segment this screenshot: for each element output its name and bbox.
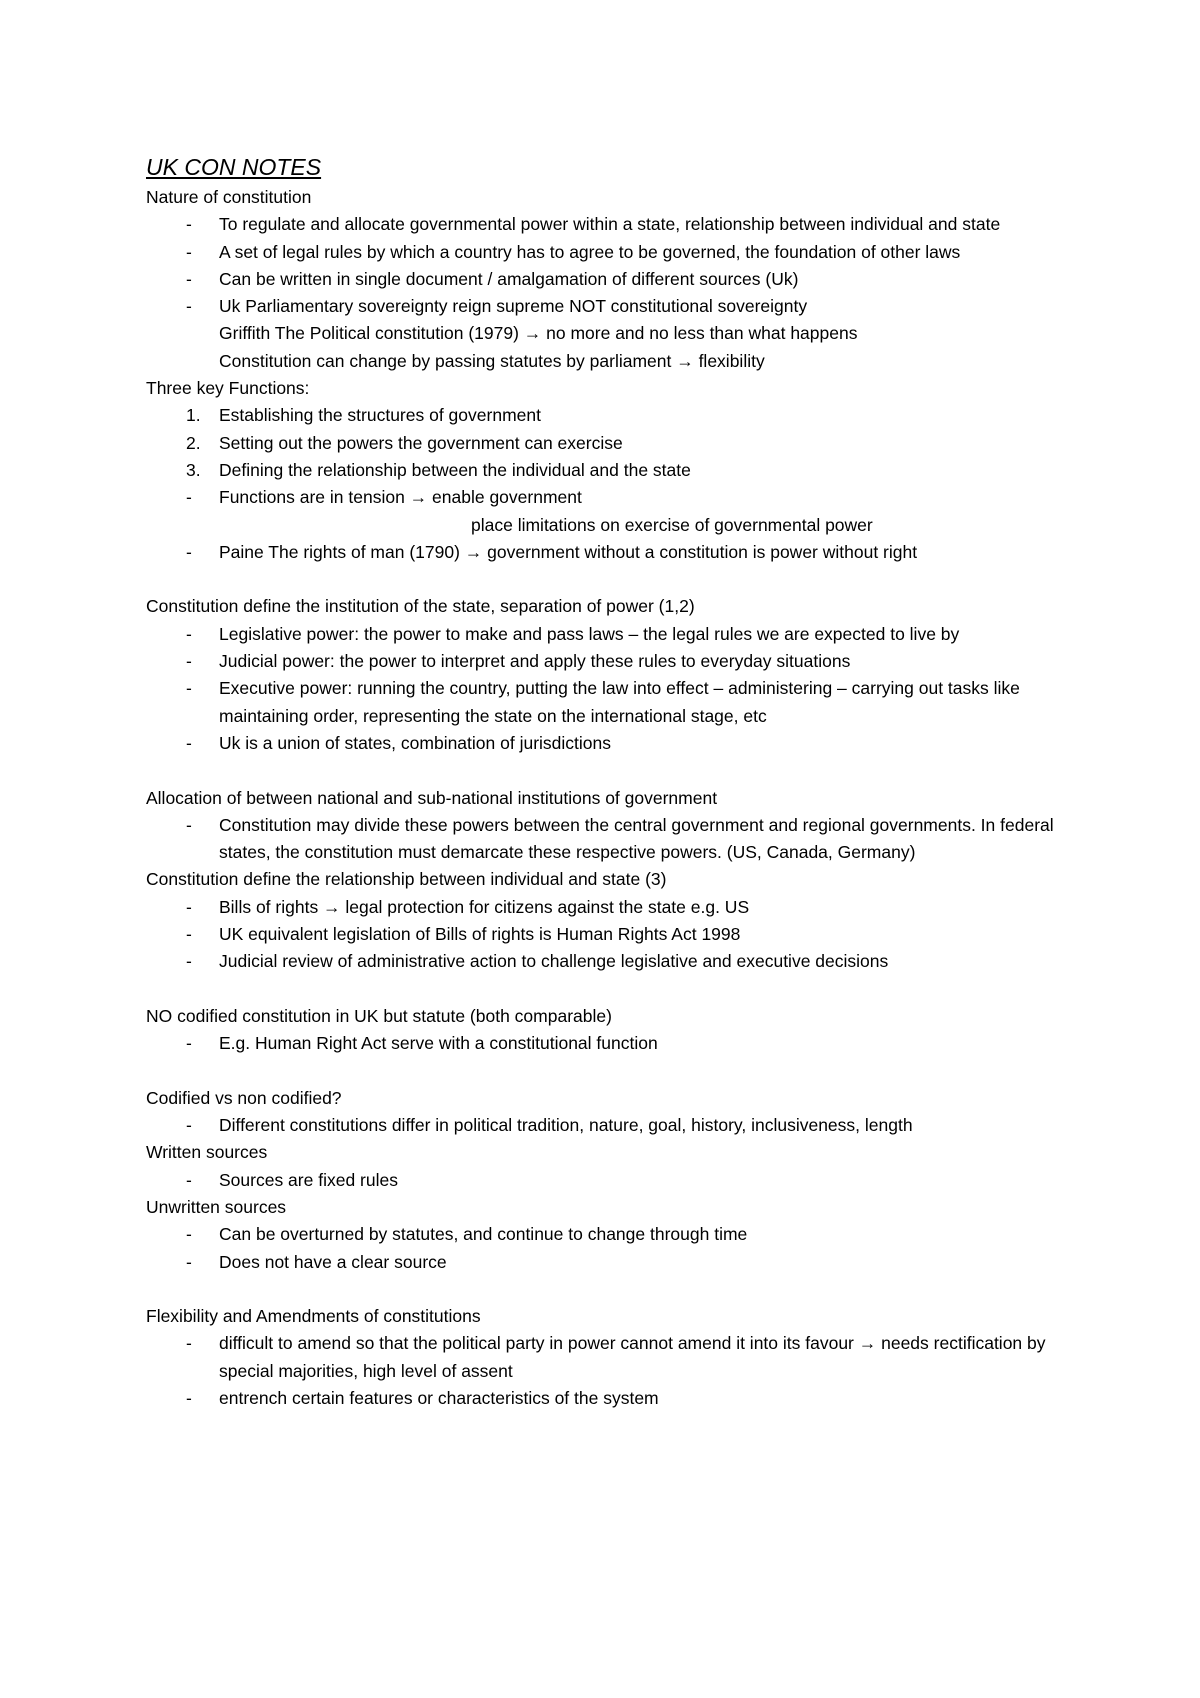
bullet-item <box>146 648 1076 675</box>
bullet-item <box>146 1167 1076 1194</box>
dash-marker: - <box>186 1333 192 1354</box>
bullet-text: Legislative power: the power to make and pass laws – the legal rules we are expected to live by <box>219 623 960 644</box>
bullet-item <box>146 211 1076 238</box>
bullet-text: Functions are in tension → enable government <box>219 487 582 508</box>
bullet-item <box>146 266 1076 293</box>
bullet-item <box>146 812 1076 867</box>
bullet-text: Can be written in single document / amalgamation of different sources (Uk) <box>219 268 799 289</box>
dash-marker: - <box>186 487 192 508</box>
bullet-text: Uk Parliamentary sovereignty reign supreme NOT constitutional sovereignty <box>219 296 808 317</box>
bullet-text: Judicial power: the power to interpret and apply these rules to everyday situations <box>219 651 851 672</box>
bullet-text: difficult to amend so that the political party in power cannot amend it into its favour → needs rectification by special majorities, high level of assent <box>219 1333 1046 1381</box>
bullet-item <box>146 948 1076 975</box>
dash-marker: - <box>186 651 192 672</box>
dash-marker: - <box>186 541 192 562</box>
dash-marker: - <box>186 241 192 262</box>
bullet-text: Bills of rights → legal protection for citizens against the state e.g. US <box>219 896 750 917</box>
dash-marker: - <box>186 896 192 917</box>
dash-marker: - <box>186 268 192 289</box>
section-heading-flexibility: Flexibility and Amendments of constitutions <box>146 1306 481 1327</box>
spacer <box>146 566 1076 593</box>
bullet-text: Executive power: running the country, putting the law into effect – administering – carrying out tasks like maintaining order, representing the state on the international stage, etc <box>219 678 1020 726</box>
dash-marker: - <box>186 678 192 699</box>
dash-marker: - <box>186 1033 192 1054</box>
bullet-item <box>146 239 1076 266</box>
bullet-text: entrench certain features or characteristics of the system <box>219 1388 659 1409</box>
dash-marker: - <box>186 296 192 317</box>
continuation-line: Constitution can change by passing statutes by parliament → flexibility <box>219 350 765 371</box>
dash-marker: - <box>186 1251 192 1272</box>
number-marker: 2. <box>186 432 201 453</box>
bullet-text: Can be overturned by statutes, and continue to change through time <box>219 1224 748 1245</box>
document-title: UK CON NOTES <box>146 154 322 180</box>
bullet-text: Uk is a union of states, combination of jurisdictions <box>219 732 611 753</box>
section-heading-codified: NO codified constitution in UK but statute (both comparable) <box>146 1005 612 1026</box>
section-heading-functions: Three key Functions: <box>146 378 310 399</box>
section-heading-written: Written sources <box>146 1142 268 1163</box>
bullet-item <box>146 730 1076 757</box>
spacer <box>146 976 1076 1003</box>
dash-marker: - <box>186 214 192 235</box>
dash-marker: - <box>186 623 192 644</box>
section-heading-institutions: Constitution define the institution of the state, separation of power (1,2) <box>146 596 695 617</box>
section-heading-relationship: Constitution define the relationship between individual and state (3) <box>146 869 667 890</box>
number-marker: 3. <box>186 459 201 480</box>
bullet-text: Paine The rights of man (1790) → government without a constitution is power without right <box>219 541 918 562</box>
bullet-item <box>146 894 1076 921</box>
bullet-item <box>146 1249 1076 1276</box>
continuation-line: place limitations on exercise of governmental power <box>471 514 873 535</box>
bullet-item <box>146 1112 1076 1139</box>
bullet-text: Does not have a clear source <box>219 1251 447 1272</box>
numbered-item <box>146 430 1076 457</box>
bullet-text: UK equivalent legislation of Bills of rights is Human Rights Act 1998 <box>219 924 741 945</box>
bullet-item <box>146 1385 1076 1412</box>
bullet-text: Judicial review of administrative action to challenge legislative and executive decisions <box>219 951 889 972</box>
dash-marker: - <box>186 1388 192 1409</box>
continuation-line: Griffith The Political constitution (1979) → no more and no less than what happens <box>219 323 858 344</box>
spacer <box>146 1276 1076 1303</box>
dash-marker: - <box>186 814 192 835</box>
dash-marker: - <box>186 732 192 753</box>
dash-marker: - <box>186 924 192 945</box>
bullet-item <box>146 484 1076 511</box>
bullet-text: E.g. Human Right Act serve with a constitutional function <box>219 1033 658 1054</box>
bullet-item <box>146 621 1076 648</box>
number-marker: 1. <box>186 405 201 426</box>
section-heading-nature: Nature of constitution <box>146 187 312 207</box>
spacer <box>146 757 1076 784</box>
bullet-item <box>146 1030 1076 1057</box>
numbered-text: Establishing the structures of government <box>219 405 541 426</box>
document-body <box>146 150 1076 1412</box>
numbered-text: Defining the relationship between the individual and the state <box>219 459 691 480</box>
section-heading-unwritten: Unwritten sources <box>146 1196 287 1217</box>
dash-marker: - <box>186 1169 192 1190</box>
bullet-text: A set of legal rules by which a country has to agree to be governed, the foundation of other laws <box>219 241 961 262</box>
bullet-item <box>146 293 1076 320</box>
bullet-text: To regulate and allocate governmental power within a state, relationship between individual and state <box>219 214 1001 235</box>
bullet-text: Constitution may divide these powers between the central government and regional governments. In federal states, the constitution must demarcate these respective powers. (US, Canada, Germany) <box>219 814 1054 863</box>
numbered-text: Setting out the powers the government can exercise <box>219 432 623 453</box>
section-heading-codified-vs: Codified vs non codified? <box>146 1087 342 1108</box>
dash-marker: - <box>186 1224 192 1245</box>
dash-marker: - <box>186 1115 192 1136</box>
bullet-item <box>146 1221 1076 1248</box>
dash-marker: - <box>186 951 192 972</box>
bullet-text: Sources are fixed rules <box>219 1169 398 1190</box>
bullet-item <box>146 1330 1076 1385</box>
bullet-item <box>146 539 1076 566</box>
bullet-item <box>146 921 1076 948</box>
bullet-item <box>146 675 1076 730</box>
numbered-item <box>146 402 1076 429</box>
section-heading-allocation: Allocation of between national and sub-national institutions of government <box>146 787 718 808</box>
spacer <box>146 1058 1076 1085</box>
numbered-item <box>146 457 1076 484</box>
bullet-text: Different constitutions differ in political tradition, nature, goal, history, inclusiveness, length <box>219 1115 913 1136</box>
